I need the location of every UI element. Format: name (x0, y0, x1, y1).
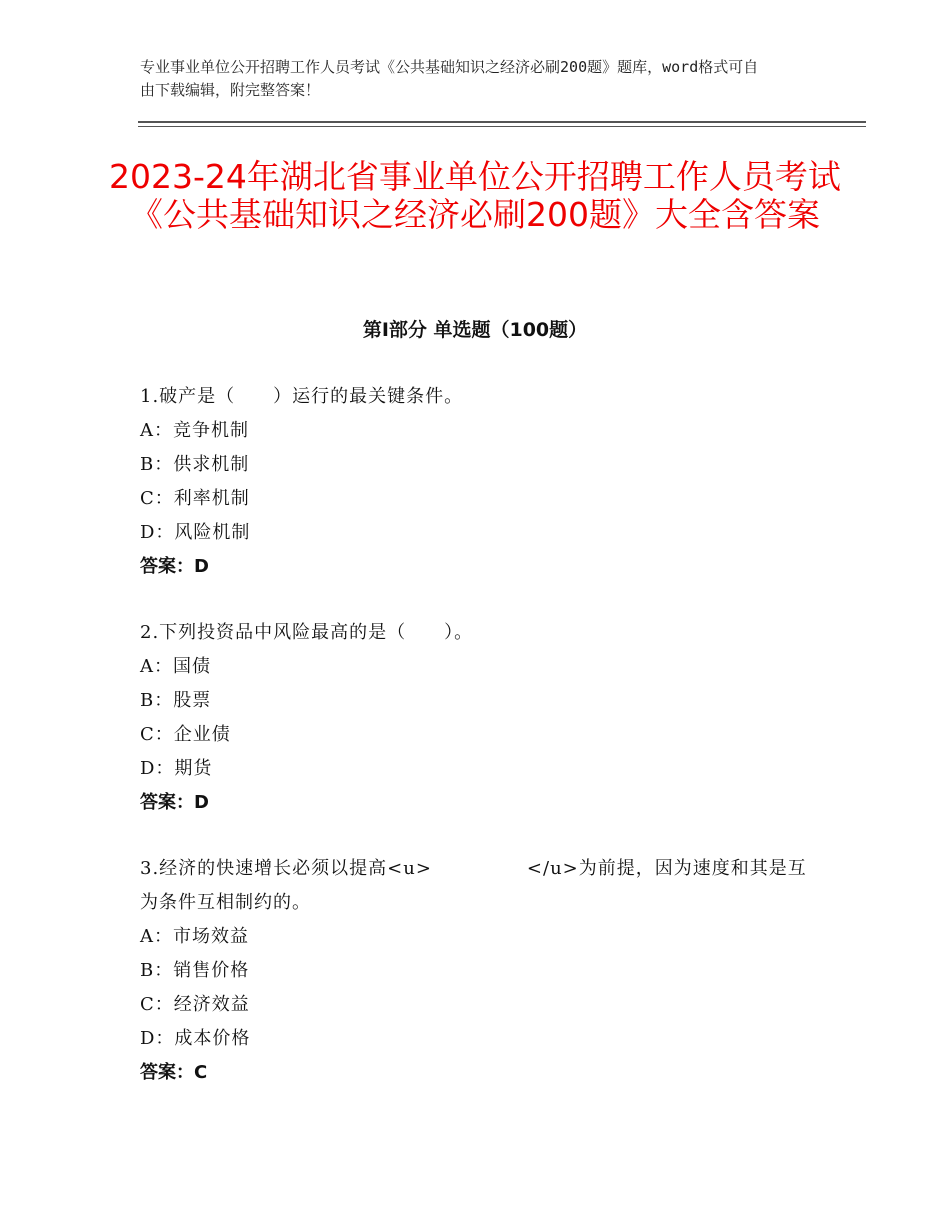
question-1-stem: 1.破产是（ ）运行的最关键条件。 (140, 386, 464, 407)
question-3 (140, 852, 810, 1090)
question-1-option-d: D：风险机制 (140, 522, 251, 543)
document-title: 2023-24年湖北省事业单位公开招聘工作人员考试《公共基础知识之经济必刷200题》大全含答案 (109, 157, 841, 234)
question-3-stem: 3.经济的快速增长必须以提高<u> </u>为前提，因为速度和其是互为条件互相制约的。 (140, 858, 807, 913)
question-3-answer: 答案：C (140, 1062, 208, 1083)
question-2-option-a: A：国债 (140, 656, 211, 677)
document-header-note: 专业事业单位公开招聘工作人员考试《公共基础知识之经济必刷200题》题库，word格式可自由下载编辑，附完整答案！ (140, 58, 759, 99)
question-3-option-d: D：成本价格 (140, 1028, 251, 1049)
question-1-option-a: A：竞争机制 (140, 420, 249, 441)
section-title: 第Ⅰ部分 单选题（100题） (362, 319, 588, 341)
question-2-answer: 答案：D (140, 792, 209, 813)
question-2-stem: 2.下列投资品中风险最高的是（ ）。 (140, 622, 474, 643)
question-3-option-c: C：经济效益 (140, 994, 250, 1015)
question-2 (140, 616, 810, 820)
question-2-option-c: C：企业债 (140, 724, 231, 745)
question-2-option-b: B：股票 (140, 690, 212, 711)
question-1-answer: 答案：D (140, 556, 209, 577)
header-divider-thin (138, 126, 866, 127)
question-list (140, 380, 810, 1122)
question-1-option-b: B：供求机制 (140, 454, 250, 475)
question-1 (140, 380, 810, 584)
header-divider-thick (138, 121, 866, 123)
question-3-option-a: A：市场效益 (140, 926, 249, 947)
question-1-option-c: C：利率机制 (140, 488, 250, 509)
question-3-option-b: B：销售价格 (140, 960, 250, 981)
question-2-option-d: D：期货 (140, 758, 213, 779)
